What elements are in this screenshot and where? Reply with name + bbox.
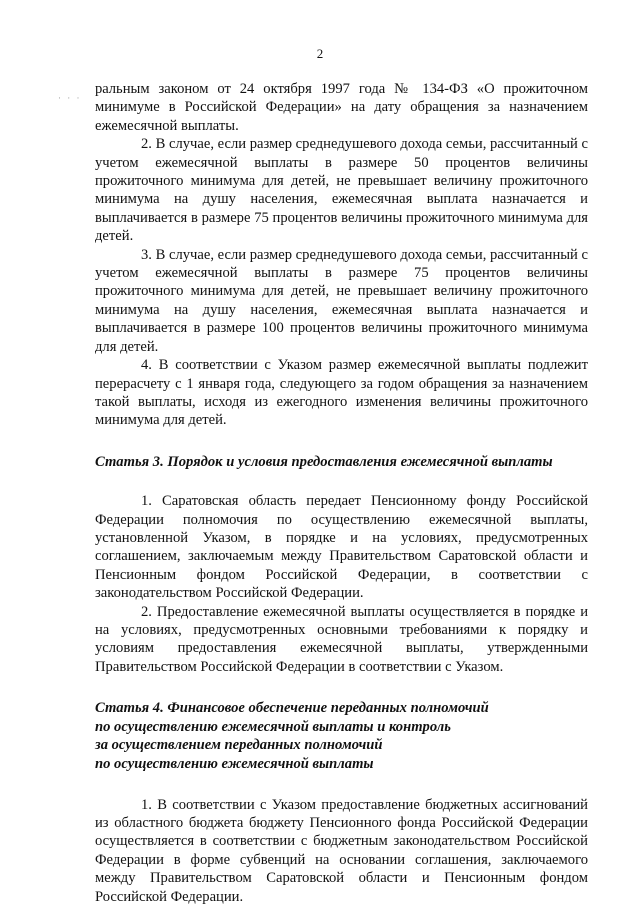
article-4-heading-line: Статья 4. Финансовое обеспечение переданных полномочий: [95, 700, 489, 717]
page-number: 2: [316, 46, 324, 61]
article-3-heading: Статья 3. Порядок и условия предоставления ежемесячной выплаты: [95, 453, 553, 470]
article-4-heading-line: за осуществлением переданных полномочий: [95, 737, 383, 754]
paragraph-clause-2: 2. В случае, если размер среднедушевого дохода семьи, рассчитанный с учетом ежемесячной выплаты в размере 50 процентов величины прожиточного минимума для детей, не превышает величину прожиточного минимума на душу населения, ежемесячная выплата назначается и выплачивается в размере 75 процентов величины прожиточного минимума для детей.: [95, 136, 588, 245]
article-4-paragraph-1: 1. В соответствии с Указом предоставление бюджетных ассигнований из областного бюджета бюджету Пенсионного фонда Российской Федерации осуществляется в соответствии с бюджетным законодательством Российской Федерации в форме субвенций на основании соглашения, заключаемого между Правительством Саратовской области и Пенсионным фондом Российской Федерации.: [95, 796, 588, 905]
margin-scan-mark: · · ·: [58, 93, 82, 103]
article-3-paragraph-1: 1. Саратовская область передает Пенсионному фонду Российской Федерации полномочия по осуществлению ежемесячной выплаты, установленной Указом, в порядке и на условиях, предусмотренных соглашением, заключаемым между Правительством Саратовской области и Пенсионным фондом Российской Федерации, в соответствии с законодательством Российской Федерации.: [95, 493, 588, 602]
article-4-heading-line: по осуществлению ежемесячной выплаты и контроль: [95, 718, 451, 735]
article-4-heading-line: по осуществлению ежемесячной выплаты: [95, 755, 374, 772]
document-body: [95, 80, 588, 906]
article-3-paragraph-2: 2. Предоставление ежемесячной выплаты осуществляется в порядке и на условиях, предусмотренных основными требованиями к порядку и условиям предоставления ежемесячной выплаты, утвержденными Правительством Российской Федерации в соответствии с Указом.: [95, 603, 588, 675]
paragraph-clause-4: 4. В соответствии с Указом размер ежемесячной выплаты подлежит перерасчету с 1 января года, следующего за годом обращения за назначением такой выплаты, исходя из ежегодного изменения величины прожиточного минимума для детей.: [95, 357, 588, 429]
article-4-heading: [95, 699, 588, 773]
paragraph-clause-3: 3. В случае, если размер среднедушевого дохода семьи, рассчитанный с учетом ежемесячной выплаты в размере 75 процентов величины прожиточного минимума для детей, не превышает величину прожиточного минимума на душу населения, ежемесячная выплата назначается и выплачивается в размере 100 процентов величины прожиточного минимума для детей.: [95, 246, 588, 355]
paragraph-continuation: рaльным законом от 24 октября 1997 года № 134-ФЗ «О прожиточном минимуме в Российской Федерации» на дату обращения за назначением ежемесячной выплаты.: [95, 81, 588, 134]
